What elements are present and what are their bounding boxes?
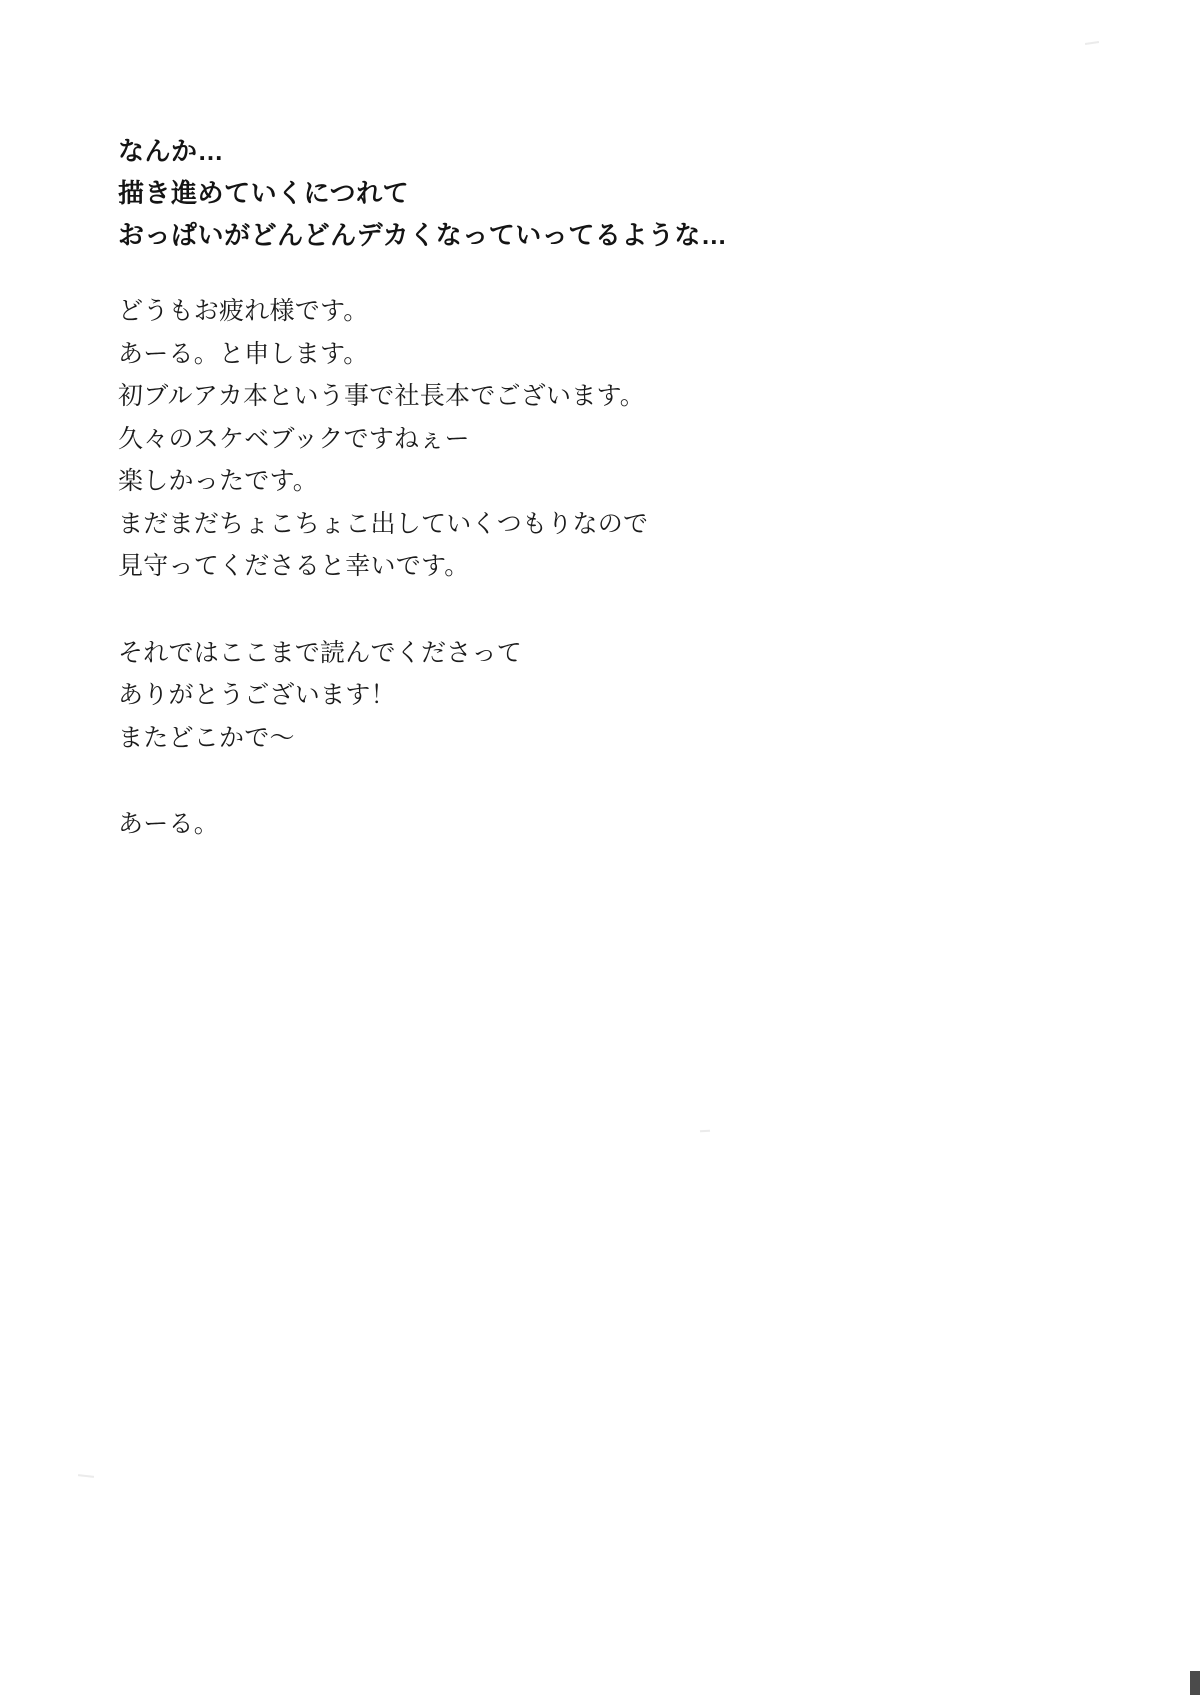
paragraph-2-line-3: またどこかで〜 (118, 723, 295, 752)
paragraph-1-line-2: あーる。と申します。 (118, 339, 369, 368)
headline-line-2: 描き進めていくにつれて (118, 178, 410, 209)
paragraph-1 (118, 290, 1018, 588)
page-corner-mark (1190, 1671, 1200, 1695)
paragraph-1-line-6: まだまだちょこちょこ出していくつもりなので (118, 509, 649, 538)
paragraph-1-line-4: 久々のスケベブックですねぇー (118, 424, 470, 453)
headline-line-3: おっぱいがどんどんデカくなっていってるような… (118, 220, 728, 251)
headline-line-1: なんか… (118, 136, 225, 166)
paragraph-1-line-3: 初ブルアカ本という事で社長本でございます。 (118, 382, 646, 411)
speckle-2 (78, 1474, 94, 1478)
afterword-text-block (118, 130, 1018, 846)
paragraph-1-line-1: どうもお疲れ様です。 (118, 297, 369, 326)
signature: あーる。 (118, 810, 220, 839)
paragraph-1-line-7: 見守ってくださると幸いです。 (118, 552, 470, 581)
paragraph-1-line-5: 楽しかったです。 (118, 467, 319, 496)
paragraph-2-line-2: ありがとうございます！ (118, 681, 396, 710)
speckle-1 (1085, 41, 1099, 45)
speckle-3 (700, 1130, 710, 1133)
headline (118, 130, 1018, 256)
paragraph-2-line-1: それではここまで読んでくださって (118, 638, 523, 667)
paragraph-2 (118, 632, 1018, 760)
